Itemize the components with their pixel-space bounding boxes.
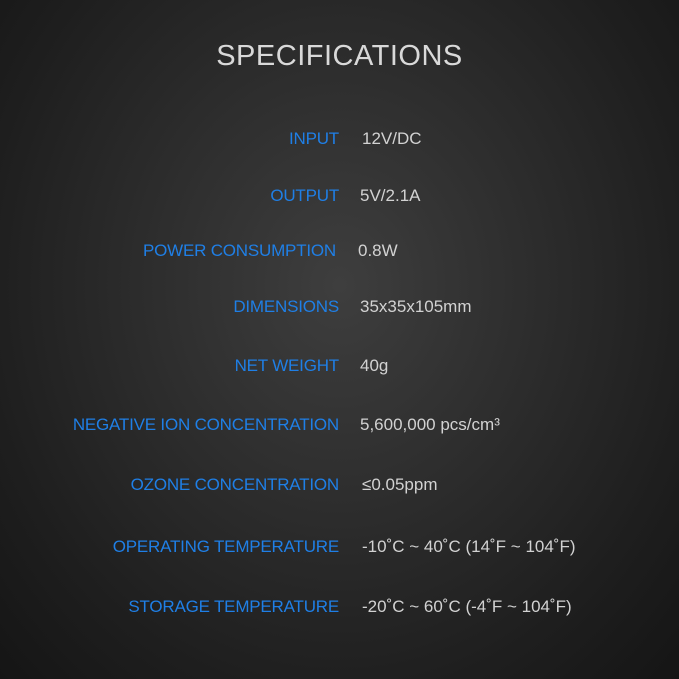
spec-row-power-consumption bbox=[0, 236, 679, 266]
spec-value-input: 12V/DC bbox=[362, 129, 422, 148]
spec-row-dimensions bbox=[0, 292, 679, 322]
spec-row-net-weight bbox=[0, 351, 679, 381]
spec-label-operating-temperature: OPERATING TEMPERATURE bbox=[112, 537, 339, 556]
spec-label-ozone-concentration: OZONE CONCENTRATION bbox=[130, 475, 339, 494]
spec-row-storage-temperature bbox=[0, 592, 679, 622]
spec-value-net-weight: 40g bbox=[360, 356, 389, 375]
spec-label-power-consumption: POWER CONSUMPTION bbox=[142, 241, 336, 260]
spec-row-output bbox=[0, 181, 679, 211]
spec-value-output: 5V/2.1A bbox=[360, 186, 421, 205]
spec-value-ozone-concentration: ≤0.05ppm bbox=[362, 475, 438, 494]
spec-label-negative-ion-concentration: NEGATIVE ION CONCENTRATION bbox=[72, 415, 339, 434]
spec-value-operating-temperature: -10˚C ~ 40˚C (14˚F ~ 104˚F) bbox=[362, 537, 576, 556]
spec-label-dimensions: DIMENSIONS bbox=[233, 297, 339, 316]
spec-label-net-weight: NET WEIGHT bbox=[234, 356, 339, 375]
spec-value-storage-temperature: -20˚C ~ 60˚C (-4˚F ~ 104˚F) bbox=[362, 597, 572, 616]
spec-label-output: OUTPUT bbox=[270, 186, 339, 205]
spec-value-negative-ion-concentration: 5,600,000 pcs/cm³ bbox=[360, 415, 500, 434]
page-title: SPECIFICATIONS bbox=[216, 40, 463, 72]
spec-value-power-consumption: 0.8W bbox=[358, 241, 398, 260]
spec-row-ozone-concentration bbox=[0, 470, 679, 500]
spec-row-input bbox=[0, 124, 679, 154]
spec-value-dimensions: 35x35x105mm bbox=[360, 297, 472, 316]
spec-row-operating-temperature bbox=[0, 532, 679, 562]
spec-row-negative-ion-concentration bbox=[0, 410, 679, 440]
spec-label-input: INPUT bbox=[288, 129, 339, 148]
spec-label-storage-temperature: STORAGE TEMPERATURE bbox=[128, 597, 339, 616]
